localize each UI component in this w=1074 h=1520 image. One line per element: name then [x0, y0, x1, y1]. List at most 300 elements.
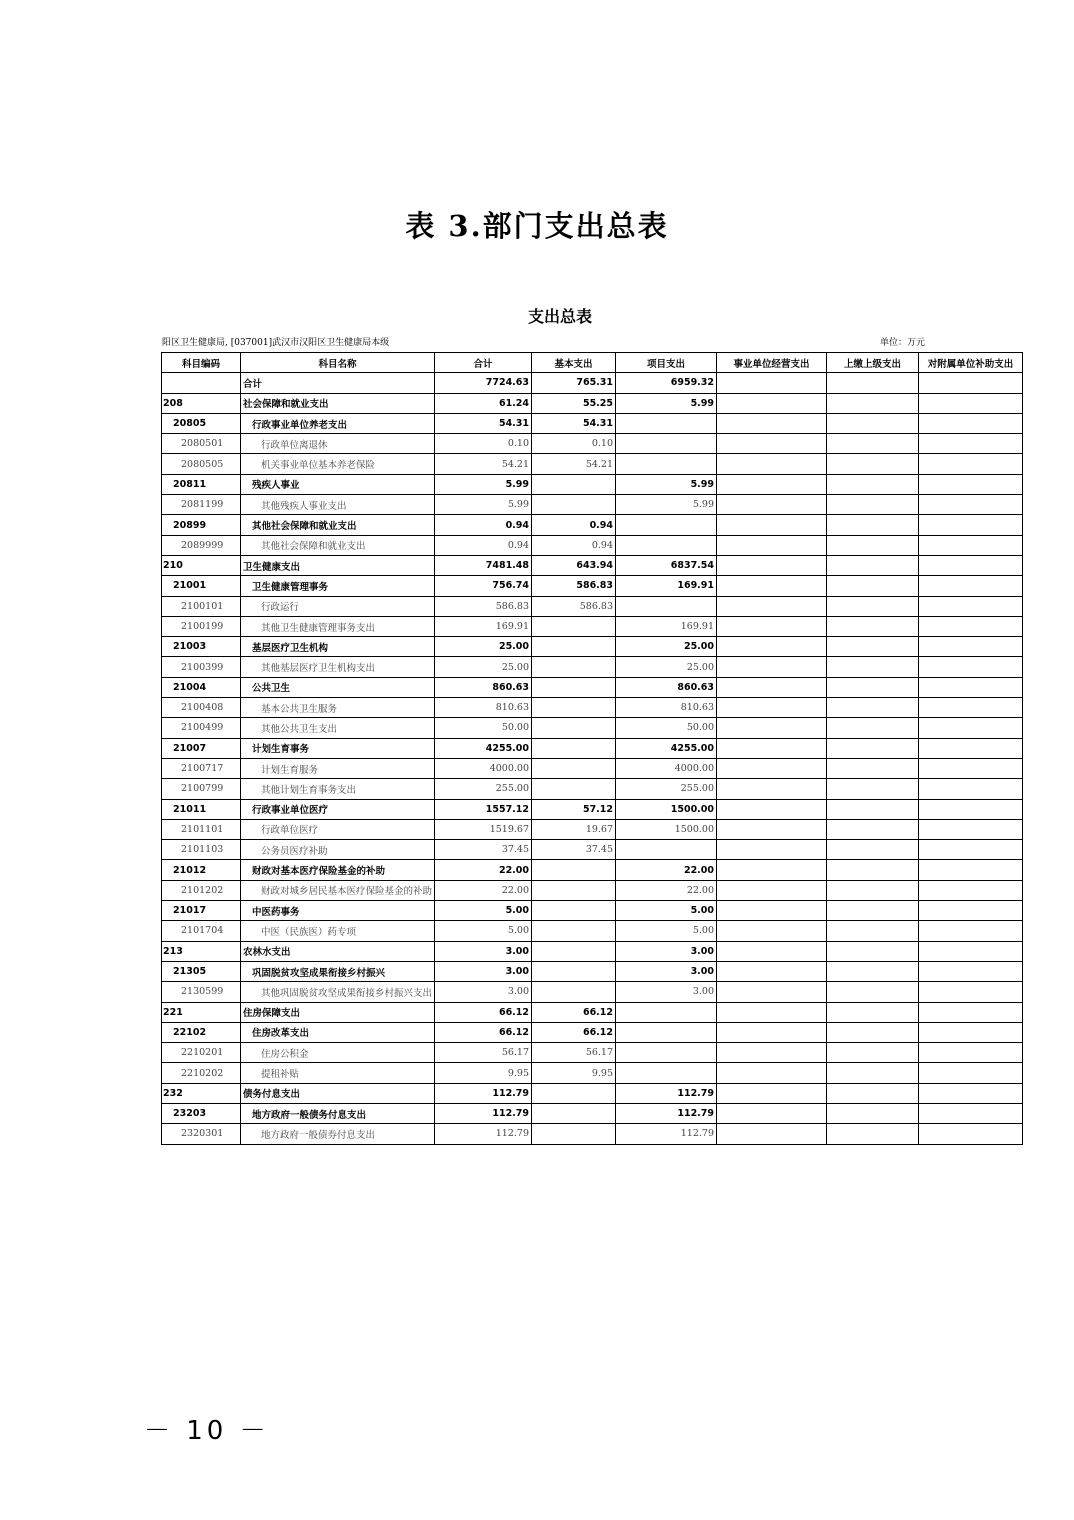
cell-upper [827, 982, 919, 1002]
cell-subsidy [919, 1083, 1023, 1103]
cell-basic [532, 921, 616, 941]
cell-total: 25.00 [435, 637, 532, 657]
table-row [162, 657, 1023, 677]
table-row [162, 1083, 1023, 1103]
cell-project: 1500.00 [616, 799, 717, 819]
cell-code: 2210202 [162, 1063, 241, 1083]
cell-code: 2100101 [162, 596, 241, 616]
cell-basic: 0.94 [532, 515, 616, 535]
cell-project: 5.00 [616, 921, 717, 941]
cell-upper [827, 413, 919, 433]
cell-subsidy [919, 901, 1023, 921]
cell-code: 2100499 [162, 718, 241, 738]
cell-basic: 0.10 [532, 434, 616, 454]
cell-total: 22.00 [435, 860, 532, 880]
page-title: 表 3.部门支出总表 [405, 209, 669, 243]
cell-business [717, 1022, 827, 1042]
department-info: 阳区卫生健康局, [037001]武汉市汉阳区卫生健康局本级 [162, 338, 390, 348]
cell-subsidy [919, 961, 1023, 981]
cell-name: 住房改革支出 [241, 1022, 435, 1042]
cell-code: 210 [162, 555, 241, 575]
cell-name: 债务付息支出 [241, 1083, 435, 1103]
cell-subsidy [919, 758, 1023, 778]
table-row [162, 373, 1023, 393]
cell-business [717, 941, 827, 961]
cell-total: 25.00 [435, 657, 532, 677]
cell-subsidy [919, 576, 1023, 596]
cell-business [717, 657, 827, 677]
cell-basic: 643.94 [532, 555, 616, 575]
cell-total: 66.12 [435, 1022, 532, 1042]
table-row [162, 758, 1023, 778]
cell-upper [827, 901, 919, 921]
cell-subsidy [919, 698, 1023, 718]
cell-project [616, 1043, 717, 1063]
cell-upper [827, 616, 919, 636]
cell-business [717, 718, 827, 738]
cell-name: 基层医疗卫生机构 [241, 637, 435, 657]
cell-basic: 56.17 [532, 1043, 616, 1063]
table-header-row [162, 353, 1023, 373]
table-row [162, 718, 1023, 738]
table-row [162, 1103, 1023, 1123]
cell-basic [532, 961, 616, 981]
cell-upper [827, 495, 919, 515]
cell-subsidy [919, 880, 1023, 900]
cell-code: 2080501 [162, 434, 241, 454]
cell-upper [827, 1063, 919, 1083]
cell-basic [532, 860, 616, 880]
cell-subsidy [919, 1043, 1023, 1063]
cell-upper [827, 596, 919, 616]
cell-basic [532, 718, 616, 738]
cell-upper [827, 1002, 919, 1022]
cell-code: 20899 [162, 515, 241, 535]
cell-name: 其他公共卫生支出 [241, 718, 435, 738]
cell-basic [532, 698, 616, 718]
cell-business [717, 1002, 827, 1022]
cell-total: 37.45 [435, 840, 532, 860]
cell-total: 54.31 [435, 413, 532, 433]
cell-basic: 586.83 [532, 576, 616, 596]
cell-basic: 66.12 [532, 1022, 616, 1042]
cell-upper [827, 576, 919, 596]
cell-name: 住房保障支出 [241, 1002, 435, 1022]
cell-subsidy [919, 840, 1023, 860]
cell-code: 2101704 [162, 921, 241, 941]
cell-name: 中医药事务 [241, 901, 435, 921]
cell-business [717, 1083, 827, 1103]
cell-name: 基本公共卫生服务 [241, 698, 435, 718]
cell-project [616, 515, 717, 535]
cell-subsidy [919, 413, 1023, 433]
table-row [162, 840, 1023, 860]
header-code: 科目编码 [162, 353, 241, 373]
cell-upper [827, 840, 919, 860]
cell-upper [827, 677, 919, 697]
cell-basic [532, 616, 616, 636]
cell-upper [827, 555, 919, 575]
cell-project: 5.99 [616, 495, 717, 515]
cell-upper [827, 698, 919, 718]
cell-name: 其他残疾人事业支出 [241, 495, 435, 515]
cell-code: 21305 [162, 961, 241, 981]
cell-total: 61.24 [435, 393, 532, 413]
cell-subsidy [919, 657, 1023, 677]
cell-basic [532, 982, 616, 1002]
cell-name: 其他社会保障和就业支出 [241, 535, 435, 555]
cell-project: 5.00 [616, 901, 717, 921]
cell-code: 21003 [162, 637, 241, 657]
cell-code: 2089999 [162, 535, 241, 555]
cell-name: 残疾人事业 [241, 474, 435, 494]
cell-business [717, 1103, 827, 1123]
cell-name: 合计 [241, 373, 435, 393]
table-title: 支出总表 [527, 307, 592, 326]
cell-subsidy [919, 718, 1023, 738]
cell-total: 3.00 [435, 982, 532, 1002]
cell-business [717, 1124, 827, 1144]
expenditure-table [161, 352, 1023, 1145]
cell-basic: 765.31 [532, 373, 616, 393]
cell-total: 5.00 [435, 921, 532, 941]
page-number: － 10 － [144, 1416, 270, 1446]
cell-code: 2101101 [162, 819, 241, 839]
cell-total: 112.79 [435, 1103, 532, 1123]
cell-total: 7724.63 [435, 373, 532, 393]
cell-name: 行政事业单位医疗 [241, 799, 435, 819]
cell-total: 56.17 [435, 1043, 532, 1063]
cell-basic: 54.21 [532, 454, 616, 474]
table-row [162, 1063, 1023, 1083]
cell-total: 66.12 [435, 1002, 532, 1022]
cell-business [717, 819, 827, 839]
table-row [162, 698, 1023, 718]
table-body [162, 373, 1023, 1144]
cell-upper [827, 393, 919, 413]
cell-code: 2130599 [162, 982, 241, 1002]
cell-subsidy [919, 860, 1023, 880]
cell-code: 21012 [162, 860, 241, 880]
cell-name: 地方政府一般债券付息支出 [241, 1124, 435, 1144]
table-row [162, 677, 1023, 697]
cell-subsidy [919, 921, 1023, 941]
cell-total: 0.10 [435, 434, 532, 454]
cell-business [717, 373, 827, 393]
cell-subsidy [919, 454, 1023, 474]
cell-subsidy [919, 637, 1023, 657]
cell-name: 行政单位离退休 [241, 434, 435, 454]
cell-basic [532, 758, 616, 778]
cell-business [717, 413, 827, 433]
cell-name: 财政对基本医疗保险基金的补助 [241, 860, 435, 880]
table-row [162, 1124, 1023, 1144]
cell-total: 4000.00 [435, 758, 532, 778]
cell-name: 其他巩固脱贫攻坚成果衔接乡村振兴支出 [241, 982, 435, 1002]
cell-name: 财政对城乡居民基本医疗保险基金的补助 [241, 880, 435, 900]
cell-business [717, 758, 827, 778]
cell-business [717, 860, 827, 880]
cell-basic [532, 1124, 616, 1144]
table-row [162, 880, 1023, 900]
cell-basic [532, 474, 616, 494]
cell-name: 社会保障和就业支出 [241, 393, 435, 413]
cell-basic [532, 901, 616, 921]
cell-business [717, 698, 827, 718]
cell-business [717, 474, 827, 494]
cell-subsidy [919, 474, 1023, 494]
cell-business [717, 799, 827, 819]
cell-project: 5.99 [616, 393, 717, 413]
cell-name: 其他基层医疗卫生机构支出 [241, 657, 435, 677]
header-total: 合计 [435, 353, 532, 373]
header-project: 项目支出 [616, 353, 717, 373]
cell-total: 5.00 [435, 901, 532, 921]
cell-upper [827, 515, 919, 535]
unit-label: 单位：万元 [880, 338, 926, 348]
cell-upper [827, 758, 919, 778]
cell-total: 1519.67 [435, 819, 532, 839]
cell-project: 4000.00 [616, 758, 717, 778]
table-row [162, 779, 1023, 799]
cell-code [162, 373, 241, 393]
cell-business [717, 779, 827, 799]
cell-subsidy [919, 373, 1023, 393]
table-row [162, 982, 1023, 1002]
cell-basic: 19.67 [532, 819, 616, 839]
cell-project: 50.00 [616, 718, 717, 738]
table-row [162, 819, 1023, 839]
cell-basic [532, 1103, 616, 1123]
cell-project: 1500.00 [616, 819, 717, 839]
cell-business [717, 840, 827, 860]
cell-basic: 66.12 [532, 1002, 616, 1022]
cell-upper [827, 961, 919, 981]
cell-subsidy [919, 779, 1023, 799]
cell-upper [827, 738, 919, 758]
cell-code: 2100399 [162, 657, 241, 677]
cell-subsidy [919, 819, 1023, 839]
cell-business [717, 1063, 827, 1083]
cell-upper [827, 1124, 919, 1144]
cell-total: 4255.00 [435, 738, 532, 758]
cell-code: 20805 [162, 413, 241, 433]
cell-business [717, 982, 827, 1002]
cell-basic [532, 1083, 616, 1103]
cell-code: 21017 [162, 901, 241, 921]
cell-upper [827, 454, 919, 474]
table-row [162, 860, 1023, 880]
cell-upper [827, 860, 919, 880]
table-row [162, 596, 1023, 616]
cell-basic: 9.95 [532, 1063, 616, 1083]
cell-project [616, 535, 717, 555]
cell-upper [827, 637, 919, 657]
header-subsidy: 对附属单位补助支出 [919, 353, 1023, 373]
cell-basic [532, 738, 616, 758]
cell-project: 6959.32 [616, 373, 717, 393]
cell-project: 22.00 [616, 880, 717, 900]
cell-project [616, 413, 717, 433]
cell-subsidy [919, 596, 1023, 616]
table-row [162, 616, 1023, 636]
cell-basic [532, 657, 616, 677]
cell-upper [827, 657, 919, 677]
cell-basic [532, 779, 616, 799]
table-row [162, 1043, 1023, 1063]
cell-total: 756.74 [435, 576, 532, 596]
cell-total: 810.63 [435, 698, 532, 718]
cell-business [717, 616, 827, 636]
cell-upper [827, 474, 919, 494]
table-row [162, 941, 1023, 961]
cell-project: 3.00 [616, 961, 717, 981]
cell-upper [827, 1103, 919, 1123]
cell-name: 地方政府一般债务付息支出 [241, 1103, 435, 1123]
cell-business [717, 576, 827, 596]
cell-project [616, 1063, 717, 1083]
cell-upper [827, 1043, 919, 1063]
cell-code: 2210201 [162, 1043, 241, 1063]
cell-upper [827, 880, 919, 900]
cell-subsidy [919, 535, 1023, 555]
cell-subsidy [919, 515, 1023, 535]
table-row [162, 454, 1023, 474]
cell-basic [532, 495, 616, 515]
cell-code: 2100799 [162, 779, 241, 799]
cell-business [717, 555, 827, 575]
cell-code: 221 [162, 1002, 241, 1022]
cell-project: 860.63 [616, 677, 717, 697]
cell-subsidy [919, 738, 1023, 758]
cell-name: 行政事业单位养老支出 [241, 413, 435, 433]
cell-total: 0.94 [435, 515, 532, 535]
cell-project: 112.79 [616, 1083, 717, 1103]
cell-code: 2320301 [162, 1124, 241, 1144]
table-row [162, 413, 1023, 433]
cell-name: 机关事业单位基本养老保险 [241, 454, 435, 474]
cell-total: 5.99 [435, 474, 532, 494]
cell-upper [827, 1083, 919, 1103]
cell-project: 6837.54 [616, 555, 717, 575]
cell-code: 21004 [162, 677, 241, 697]
table-row [162, 393, 1023, 413]
table-row [162, 434, 1023, 454]
cell-code: 21001 [162, 576, 241, 596]
cell-basic [532, 677, 616, 697]
cell-project: 4255.00 [616, 738, 717, 758]
cell-name: 其他社会保障和就业支出 [241, 515, 435, 535]
table-row [162, 901, 1023, 921]
cell-subsidy [919, 1002, 1023, 1022]
cell-total: 586.83 [435, 596, 532, 616]
cell-upper [827, 718, 919, 738]
cell-project: 25.00 [616, 637, 717, 657]
cell-subsidy [919, 941, 1023, 961]
cell-project: 810.63 [616, 698, 717, 718]
cell-code: 232 [162, 1083, 241, 1103]
cell-code: 2080505 [162, 454, 241, 474]
table-row [162, 637, 1023, 657]
cell-subsidy [919, 555, 1023, 575]
cell-total: 22.00 [435, 880, 532, 900]
cell-project [616, 454, 717, 474]
cell-code: 22102 [162, 1022, 241, 1042]
cell-upper [827, 434, 919, 454]
cell-total: 9.95 [435, 1063, 532, 1083]
header-name: 科目名称 [241, 353, 435, 373]
cell-code: 2100199 [162, 616, 241, 636]
cell-project: 3.00 [616, 982, 717, 1002]
cell-project: 255.00 [616, 779, 717, 799]
table-row [162, 535, 1023, 555]
cell-project [616, 434, 717, 454]
cell-business [717, 495, 827, 515]
cell-total: 112.79 [435, 1124, 532, 1144]
table-row [162, 495, 1023, 515]
cell-upper [827, 819, 919, 839]
cell-project: 22.00 [616, 860, 717, 880]
cell-project: 3.00 [616, 941, 717, 961]
cell-business [717, 515, 827, 535]
cell-code: 2100408 [162, 698, 241, 718]
cell-total: 7481.48 [435, 555, 532, 575]
cell-subsidy [919, 1022, 1023, 1042]
cell-total: 5.99 [435, 495, 532, 515]
cell-code: 208 [162, 393, 241, 413]
cell-subsidy [919, 1124, 1023, 1144]
cell-basic: 57.12 [532, 799, 616, 819]
cell-business [717, 901, 827, 921]
cell-business [717, 454, 827, 474]
cell-name: 其他计划生育事务支出 [241, 779, 435, 799]
table-row [162, 474, 1023, 494]
cell-subsidy [919, 799, 1023, 819]
cell-code: 2100717 [162, 758, 241, 778]
cell-total: 860.63 [435, 677, 532, 697]
cell-code: 21007 [162, 738, 241, 758]
cell-name: 计划生育事务 [241, 738, 435, 758]
table-row [162, 1022, 1023, 1042]
cell-project: 25.00 [616, 657, 717, 677]
table-row [162, 961, 1023, 981]
cell-name: 住房公积金 [241, 1043, 435, 1063]
cell-basic: 37.45 [532, 840, 616, 860]
cell-basic: 55.25 [532, 393, 616, 413]
cell-name: 农林水支出 [241, 941, 435, 961]
table-row [162, 555, 1023, 575]
cell-total: 50.00 [435, 718, 532, 738]
cell-project: 169.91 [616, 616, 717, 636]
cell-name: 公共卫生 [241, 677, 435, 697]
cell-business [717, 880, 827, 900]
cell-name: 提租补贴 [241, 1063, 435, 1083]
cell-subsidy [919, 1063, 1023, 1083]
cell-subsidy [919, 495, 1023, 515]
cell-project [616, 840, 717, 860]
header-business: 事业单位经营支出 [717, 353, 827, 373]
cell-name: 公务员医疗补助 [241, 840, 435, 860]
cell-code: 20811 [162, 474, 241, 494]
cell-upper [827, 941, 919, 961]
cell-name: 计划生育服务 [241, 758, 435, 778]
cell-total: 54.21 [435, 454, 532, 474]
cell-project [616, 1002, 717, 1022]
cell-total: 3.00 [435, 941, 532, 961]
cell-subsidy [919, 982, 1023, 1002]
cell-upper [827, 373, 919, 393]
table-row [162, 1002, 1023, 1022]
